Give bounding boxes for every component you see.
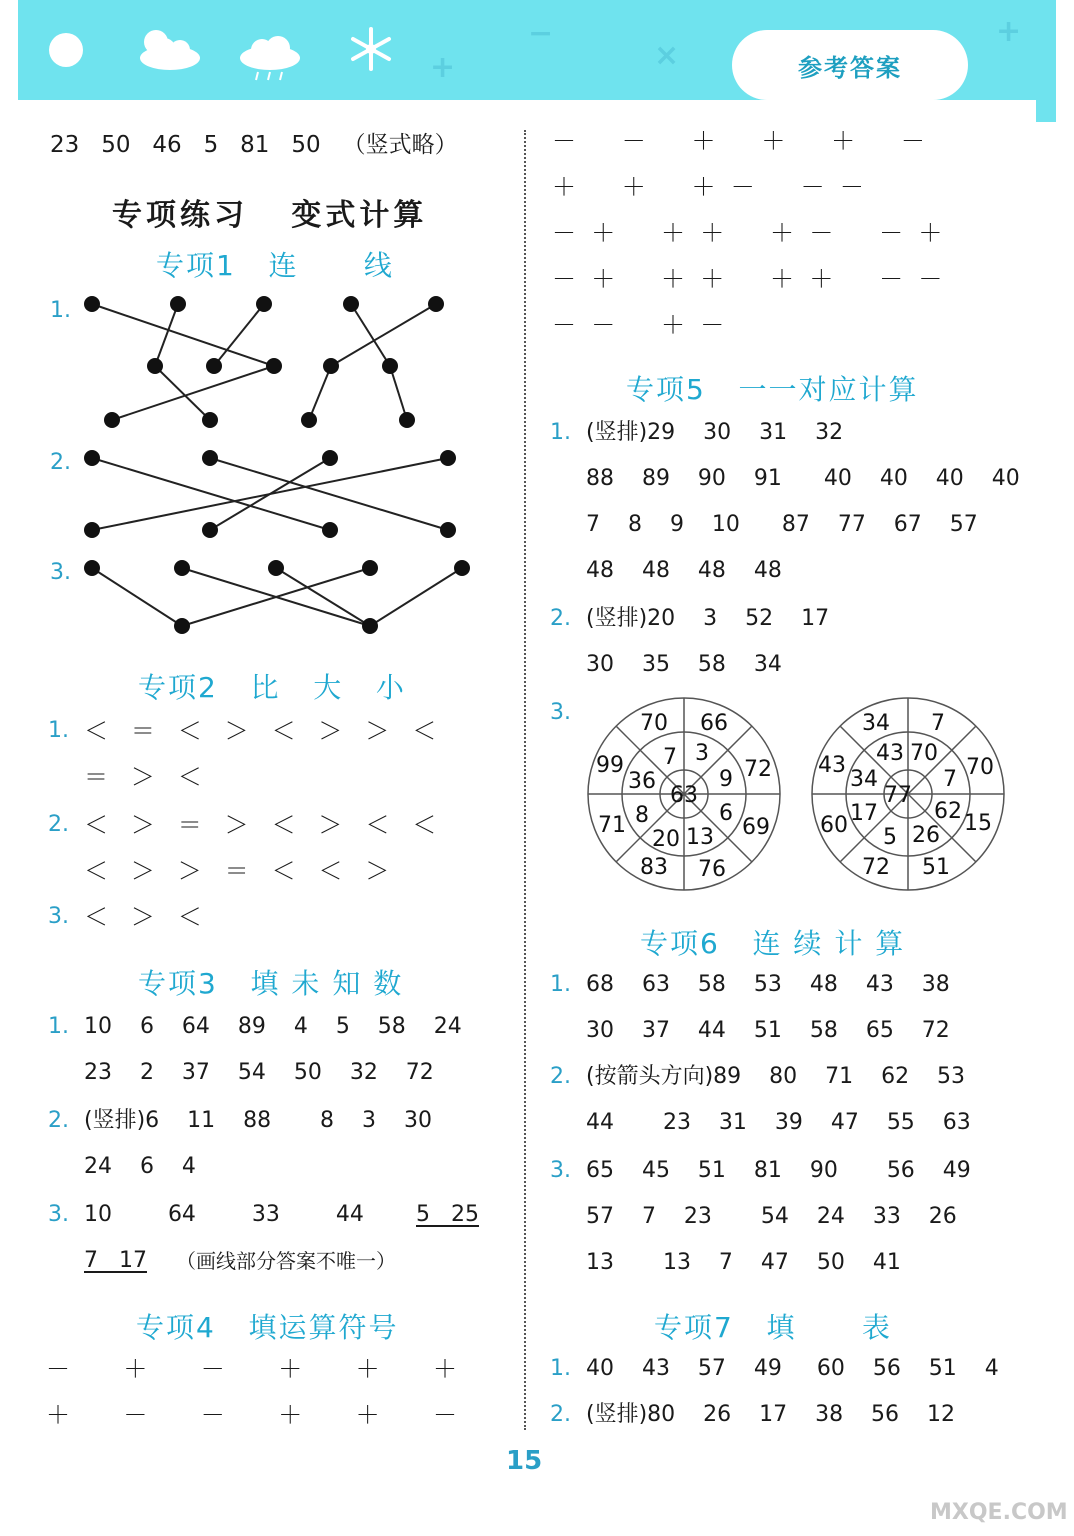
section-6-heading: 专项6 连 续 计 算 [640, 927, 906, 960]
sec3-num: 1. [48, 1014, 69, 1039]
wheel2-outer: 34 [862, 711, 890, 736]
wheel2-inner: 5 [883, 825, 897, 850]
page-title: 专项练习 变式计算 [112, 198, 428, 233]
match-q3-label: 3. [50, 560, 71, 585]
wheel2-inner: 34 [850, 767, 878, 792]
sec3-num: 3. [48, 1202, 69, 1227]
sec3-line: 23 2 37 54 50 32 72 [84, 1060, 434, 1085]
sec6-line: 65 45 51 81 90 56 49 [586, 1158, 971, 1183]
sec2-num: 3. [48, 904, 69, 929]
wheel2-outer: 70 [966, 755, 994, 780]
sec7-line: (竖排)80 26 17 38 56 12 [586, 1402, 955, 1427]
sec2-num: 1. [48, 718, 69, 743]
wheel1-inner: 36 [628, 769, 656, 794]
wheel2-inner: 70 [910, 741, 938, 766]
wheel2-inner: 17 [850, 801, 878, 826]
wheel1-outer: 70 [640, 711, 668, 736]
op-line: － ＋ ＋ ＋ ＋ ＋ － － [552, 265, 943, 293]
sec6-line: 44 23 31 39 47 55 63 [586, 1110, 971, 1135]
wheel2-inner: 26 [912, 823, 940, 848]
sec6-num: 2. [550, 1064, 571, 1089]
sec3-line: 10 64 33 44 [84, 1202, 364, 1227]
section-7-heading: 专项7 填 表 [654, 1311, 892, 1344]
sec2-line: ＜ ＞ ＝ ＞ ＜ ＞ ＜ ＜ [84, 811, 437, 839]
section-3-heading: 专项3 填 未 知 数 [138, 967, 404, 1000]
wheel1-inner: 20 [652, 827, 680, 852]
sec3-num: 2. [48, 1108, 69, 1133]
sec2-line: ＜ ＝ ＜ ＞ ＜ ＞ ＞ ＜ [84, 717, 437, 745]
sec6-line: 68 63 58 53 48 43 38 [586, 972, 950, 997]
section-5-heading: 专项5 一一对应计算 [626, 373, 919, 406]
sec3-note: （画线部分答案不唯一） [176, 1249, 396, 1273]
wheel1-outer: 99 [596, 753, 624, 778]
sec7-line: 40 43 57 49 60 56 51 4 [586, 1356, 999, 1381]
wheel1-inner: 7 [663, 745, 677, 770]
sec5-line: 88 89 90 91 40 40 40 40 [586, 466, 1020, 491]
sec2-line: ＜ ＞ ＞ ＝ ＜ ＜ ＞ [84, 857, 390, 885]
section-2-heading: 专项2 比 大 小 [138, 671, 406, 704]
sec6-line: 13 13 7 47 50 41 [586, 1250, 901, 1275]
answer-badge: 参考答案 [732, 30, 968, 100]
column-divider [524, 130, 526, 1430]
section-1-heading: 专项1 连 线 [156, 249, 394, 282]
sec5-num: 3. [550, 700, 571, 725]
wheel2-outer: 60 [820, 813, 848, 838]
wheel1-inner: 9 [719, 767, 733, 792]
wheel1-inner: 6 [719, 801, 733, 826]
sec6-line: (按箭头方向)89 80 71 62 53 [586, 1064, 966, 1089]
op-line: － － ＋ － [552, 311, 725, 339]
deco-times: × [654, 38, 680, 73]
wheel2-inner: 62 [934, 799, 962, 824]
sec6-num: 3. [550, 1158, 571, 1183]
sec2-line: ＝ ＞ ＜ [84, 763, 202, 791]
wheel1-inner: 8 [635, 803, 649, 828]
sec3-underlined-answer: 7 17 [84, 1248, 147, 1273]
deco-minus: − [528, 16, 554, 51]
deco-plus-2: + [996, 14, 1022, 49]
sec2-line: ＜ ＞ ＜ [84, 903, 202, 931]
watermark: MXQE.COM [930, 1500, 1068, 1525]
wheel2-outer: 7 [931, 711, 945, 736]
wheel1-inner: 3 [695, 741, 709, 766]
wheel2-outer: 72 [862, 855, 890, 880]
wheel1-inner: 13 [686, 825, 714, 850]
wheel1-center: 63 [670, 783, 698, 808]
wheel1-outer: 71 [598, 813, 626, 838]
wheel2-outer: 15 [964, 811, 992, 836]
sec6-line: 57 7 23 54 24 33 26 [586, 1204, 957, 1229]
page-number: 15 [506, 1446, 543, 1476]
sec7-num: 1. [550, 1356, 571, 1381]
section-4-heading: 专项4 填运算符号 [136, 1311, 399, 1344]
wheel1-outer: 69 [742, 815, 770, 840]
op-line: － － ＋ ＋ ＋ － [552, 127, 925, 155]
sec7-num: 2. [550, 1402, 571, 1427]
sec5-line: (竖排)20 3 52 17 [586, 606, 830, 631]
sec5-line: 7 8 9 10 87 77 67 57 [586, 512, 978, 537]
wheel2-inner: 7 [943, 767, 957, 792]
match-q2-label: 2. [50, 450, 71, 475]
wheel1-outer: 83 [640, 855, 668, 880]
sec4-line: ＋ － － ＋ ＋ － [46, 1401, 458, 1429]
match-q1-label: 1. [50, 298, 71, 323]
sec5-line: (竖排)29 30 31 32 [586, 420, 844, 445]
wheel2-center: 77 [884, 783, 912, 808]
op-line: － ＋ ＋ ＋ ＋ － － ＋ [552, 219, 943, 247]
sec3-line: (竖排)6 11 88 8 3 30 [84, 1108, 432, 1133]
deco-plus: + [430, 50, 456, 85]
matching-diagram [0, 0, 524, 650]
wheel2-inner: 43 [876, 741, 904, 766]
wheel1-outer: 72 [744, 757, 772, 782]
wheel2-outer: 43 [818, 753, 846, 778]
top-answer-line: 23 50 46 5 81 50 （竖式略） [50, 132, 458, 158]
sec3-underlined-answer: 5 25 [416, 1202, 479, 1227]
sec3-line: 10 6 64 89 4 5 58 24 [84, 1014, 462, 1039]
sec3-line: 24 6 4 [84, 1154, 196, 1179]
sec5-line: 48 48 48 48 [586, 558, 782, 583]
wheel1-outer: 76 [698, 857, 726, 882]
number-wheel-1 [578, 694, 790, 894]
header-edge [1036, 0, 1056, 122]
number-wheel-2 [802, 694, 1014, 894]
wheel1-outer: 66 [700, 711, 728, 736]
sec2-num: 2. [48, 812, 69, 837]
sec5-num: 2. [550, 606, 571, 631]
sec4-line: － ＋ － ＋ ＋ ＋ [46, 1355, 458, 1383]
sec6-line: 30 37 44 51 58 65 72 [586, 1018, 950, 1043]
sec6-num: 1. [550, 972, 571, 997]
wheel2-outer: 51 [922, 855, 950, 880]
sec5-num: 1. [550, 420, 571, 445]
op-line: ＋ ＋ ＋ － － － [552, 173, 864, 201]
sec5-line: 30 35 58 34 [586, 652, 782, 677]
